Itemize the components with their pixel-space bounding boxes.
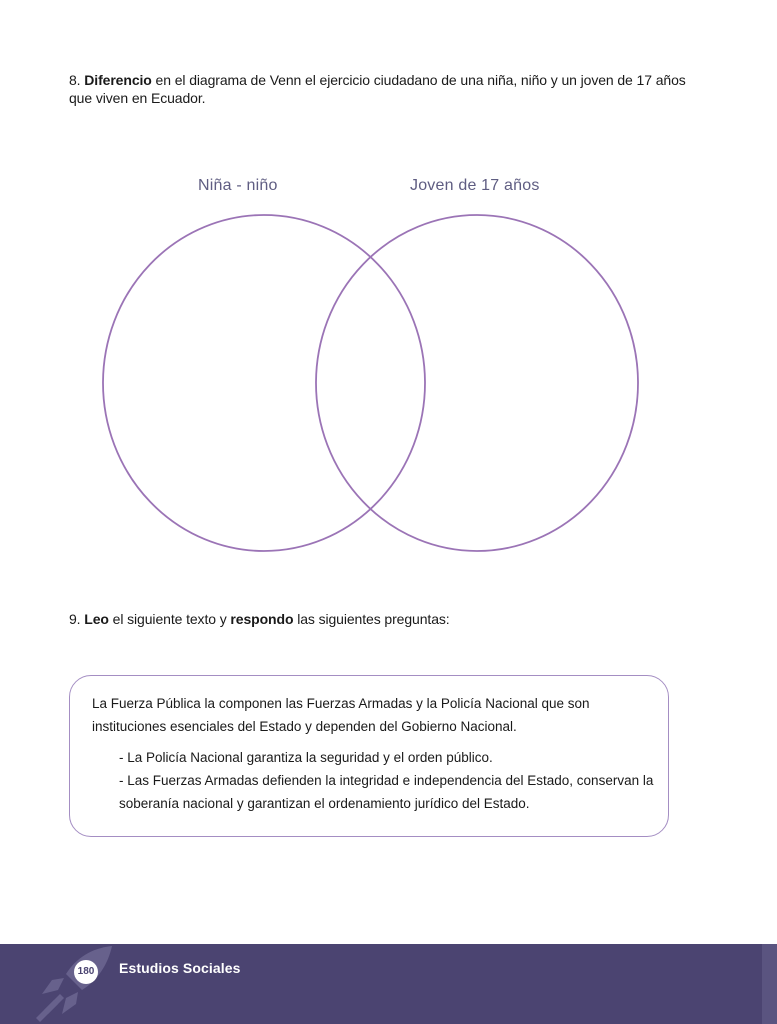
question-9-number: 9.	[69, 611, 81, 627]
reading-item-armed-forces: - Las Fuerzas Armadas defienden la integridad e independencia del Estado, conservan la soberanía nacional y garantizan el ordenamiento jurídico del Estado.	[119, 773, 654, 811]
reading-item-police: - La Policía Nacional garantiza la seguridad y el orden público.	[119, 750, 493, 765]
reading-paragraph: La Fuerza Pública la componen las Fuerzas Armadas y la Policía Nacional que son instituciones esenciales del Estado y dependen del Gobierno Nacional.	[92, 696, 590, 734]
question-8-number: 8.	[69, 72, 81, 88]
question-8	[69, 71, 689, 107]
question-9	[69, 610, 689, 628]
question-9-verb-answer: respondo	[230, 611, 294, 627]
question-8-text: en el diagrama de Venn el ejercicio ciudadano de una niña, niño y un joven de 17 años que viven en Ecuador.	[69, 72, 686, 106]
page-footer	[0, 944, 777, 1024]
question-9-text-mid: el siguiente texto y	[108, 611, 231, 627]
venn-left-circle[interactable]	[103, 215, 425, 551]
question-9-text-end: las siguientes preguntas:	[293, 611, 450, 627]
venn-right-label: Joven de 17 años	[410, 177, 540, 194]
venn-left-label: Niña - niño	[198, 177, 278, 194]
reading-box	[69, 675, 669, 837]
question-9-verb-read: Leo	[84, 611, 109, 627]
page-number-badge: 180	[74, 960, 98, 984]
reading-list	[119, 746, 659, 815]
footer-edge-strip	[762, 944, 777, 1024]
subject-title: Estudios Sociales	[119, 960, 241, 976]
rocket-icon	[30, 944, 120, 1024]
question-8-verb: Diferencio	[84, 72, 152, 88]
venn-right-circle[interactable]	[316, 215, 638, 551]
